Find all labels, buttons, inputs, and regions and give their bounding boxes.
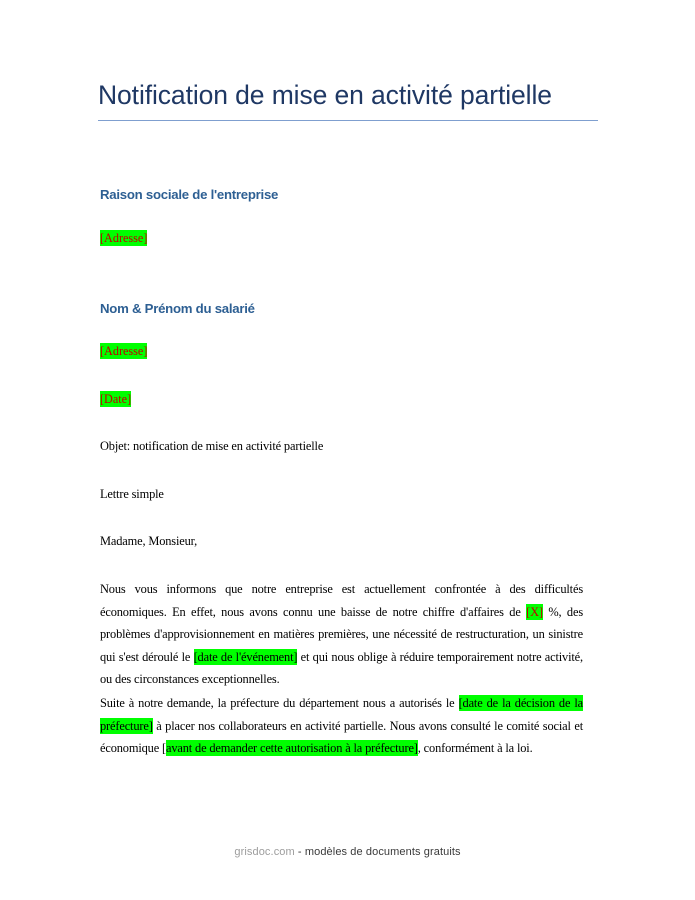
line-salutation: Madame, Monsieur, [100,534,198,548]
placeholder-employee-address[interactable]: [Adresse] [100,344,148,358]
placeholder-revenue-percent[interactable]: [X] [526,604,543,619]
footer-brand: grisdoc.com [234,846,295,858]
paragraph-prefecture-bracket: [ [162,741,166,756]
footer [0,846,695,858]
paragraph-prefecture-text-1: Suite à notre demande, la préfecture du département nous a autorisés le [100,696,459,710]
placeholder-date[interactable]: [Date] [100,392,132,406]
field-employee-address [100,344,147,359]
placeholder-company-address[interactable]: [Adresse] [100,231,148,245]
placeholder-event-date[interactable]: [date de l'événement] [193,649,298,664]
paragraph-economic-text-1: Nous vous informons que notre entreprise est actuellement confrontée à des difficultés économiques. En effet, nous avons connu une baisse de notre chiffre d'affaires de [100,582,583,619]
paragraph-economic-difficulties [100,578,583,691]
heading-company-name: Raison sociale de l'entreprise [100,187,279,202]
title-divider [98,120,598,121]
field-date [100,392,131,407]
field-company-address [100,231,147,246]
page-title: Notification de mise en activité partielle [98,80,552,110]
paragraph-prefecture-authorization [100,692,583,760]
placeholder-cse-consultation[interactable]: avant de demander cette autorisation à la préfecture] [166,741,418,756]
heading-employee-name: Nom & Prénom du salarié [100,301,255,316]
paragraph-economic-text-3: et qui nous oblige à réduire temporairement notre activité, ou des circonstances exceptionnelles. [100,649,583,687]
paragraph-prefecture-text-3: , conformément à la loi. [417,741,533,756]
paragraph-prefecture-text-2: à placer nos collaborateurs en activité partielle. Nous avons consulté le comité social et économique [100,718,583,756]
line-subject: Objet: notification de mise en activité partielle [100,439,324,453]
footer-tagline: - modèles de documents gratuits [294,846,461,858]
line-delivery-type: Lettre simple [100,487,164,501]
placeholder-prefecture-decision-date[interactable]: [date de la décision de la préfecture] [100,696,584,733]
paragraph-economic-text-2: %, des problèmes d'approvisionnement en matières premières, une nécessité de restructuration, un sinistre qui s'est déroulé le [100,604,583,664]
